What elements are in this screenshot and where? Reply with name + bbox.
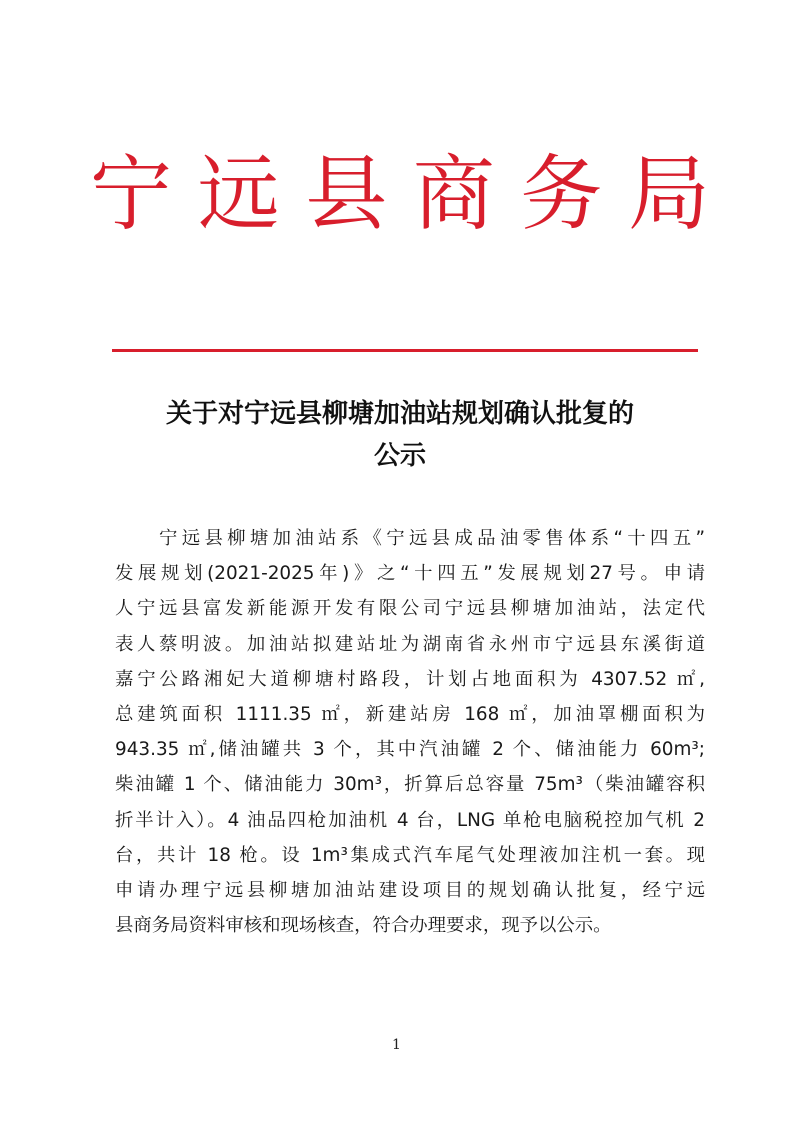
issuing-authority-header <box>90 140 710 250</box>
page-number: 1 <box>392 1037 401 1053</box>
body-line: 发展规划(2021-2025年)》之“十四五”发展规划27号。申请 <box>115 563 705 585</box>
notice-body <box>115 521 705 943</box>
body-line: 表人蔡明波。加油站拟建站址为湖南省永州市宁远县东溪街道 <box>115 633 705 655</box>
body-line: 宁远县柳塘加油站系《宁远县成品油零售体系“十四五” <box>159 528 705 549</box>
body-line: 总建筑面积 1111.35 ㎡，新建站房 168 ㎡，加油罩棚面积为 <box>115 703 705 725</box>
body-line: 折半计入）。4 油品四枪加油机 4 台，LNG 单枪电脑税控加气机 2 <box>115 809 705 831</box>
title-line-1: 关于对宁远县柳塘加油站规划确认批复的 <box>165 399 634 429</box>
body-line: 申请办理宁远县柳塘加油站建设项目的规划确认批复，经宁远 <box>115 879 705 901</box>
header-char: 县 <box>305 147 388 242</box>
header-char: 宁 <box>90 147 173 242</box>
header-divider <box>112 349 698 352</box>
body-line: 人宁远县富发新能源开发有限公司宁远县柳塘加油站，法定代 <box>115 598 705 620</box>
header-char: 务 <box>520 147 603 242</box>
body-line: 县商务局资料审核和现场核查，符合办理要求，现予以公示。 <box>115 915 612 937</box>
header-char: 商 <box>412 147 495 242</box>
body-line: 943.35 ㎡,储油罐共 3 个，其中汽油罐 2 个、储油能力 60m³; <box>115 739 705 761</box>
title-line-2: 公示 <box>373 441 426 471</box>
body-line: 嘉宁公路湘妃大道柳塘村路段，计划占地面积为 4307.52 ㎡, <box>115 668 705 690</box>
body-line: 台，共计 18 枪。设 1m³集成式汽车尾气处理液加注机一套。现 <box>115 844 705 866</box>
header-char: 局 <box>627 147 710 242</box>
document-title <box>100 393 700 477</box>
body-line: 柴油罐 1 个、储油能力 30m³，折算后总容量 75m³（柴油罐容积 <box>115 774 705 796</box>
header-char: 远 <box>197 147 280 242</box>
